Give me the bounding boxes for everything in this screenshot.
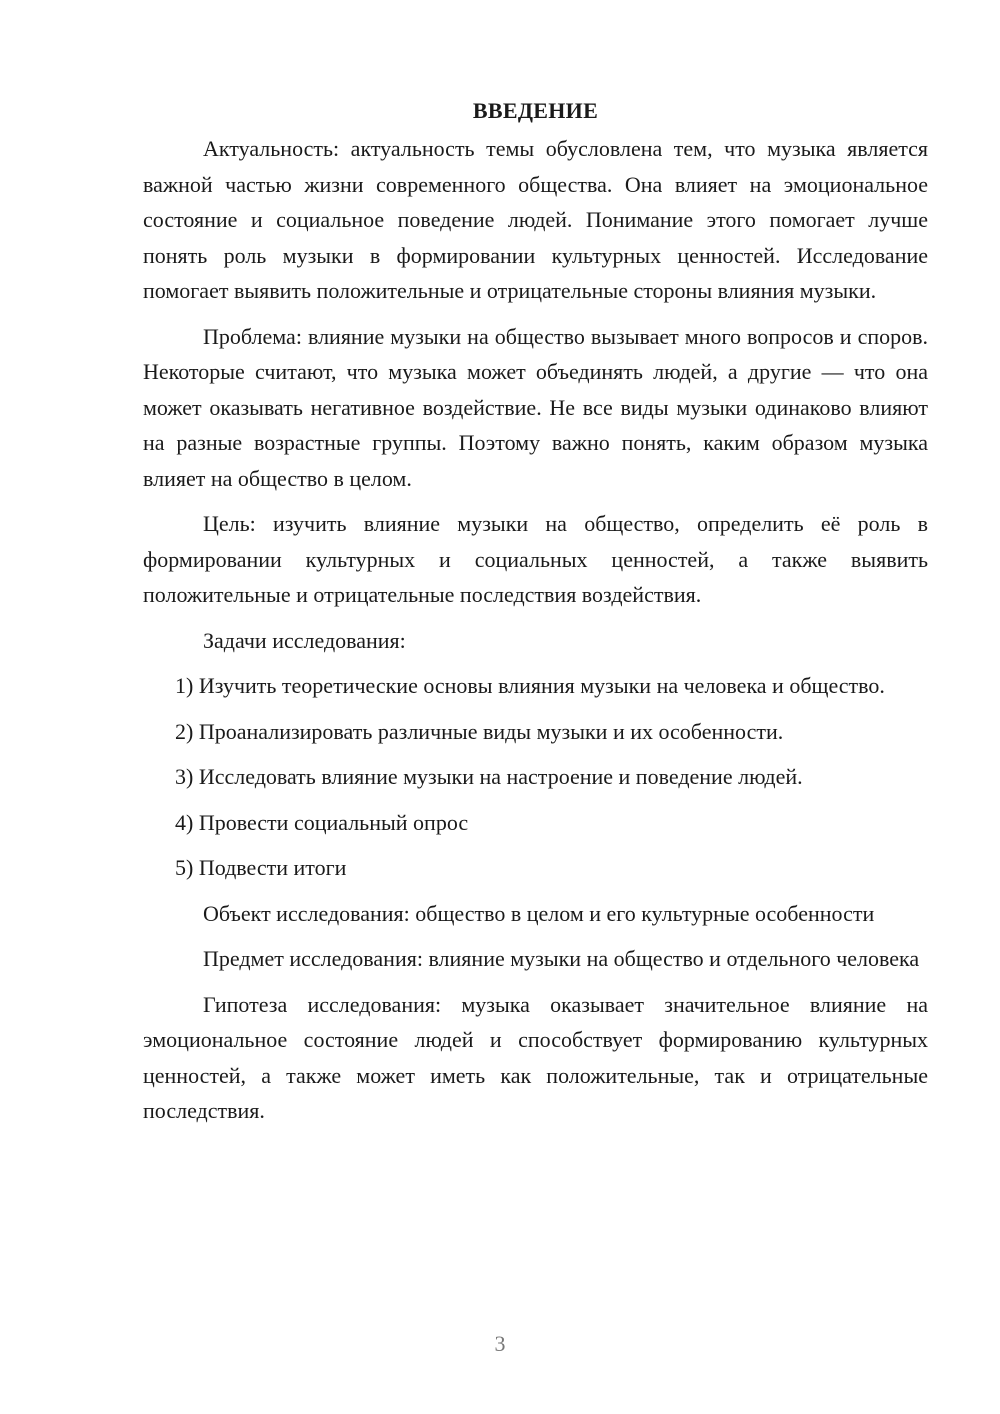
relevance-paragraph: Актуальность: актуальность темы обусловлена тем, что музыка является важной частью жизни современного общества. Она влияет на эмоциональное состояние и социальное поведение людей. Понимание этого помогает лучше понять роль музыки в формировании культурных ценностей. Исследование помогает выявить положительные и отрицательные стороны влияния музыки. xyxy=(143,136,928,303)
problem-paragraph: Проблема: влияние музыки на общество вызывает много вопросов и споров. Некоторые считают, что музыка может объединять людей, а другие — что она может оказывать негативное воздействие. Не все виды музыки одинаково влияют на разные возрастные группы. Поэтому важно понять, каким образом музыка влияет на общество в целом. xyxy=(143,323,928,491)
page-number: 3 xyxy=(494,1331,506,1356)
task-item-2: 2) Проанализировать различные виды музыки и их особенности. xyxy=(175,718,784,744)
section-title: ВВЕДЕНИЕ xyxy=(472,98,599,123)
subject-paragraph: Предмет исследования: влияние музыки на общество и отдельного человека xyxy=(203,946,920,971)
page-content xyxy=(143,96,928,1139)
hypothesis-paragraph: Гипотеза исследования: музыка оказывает значительное влияние на эмоциональное состояние людей и способствует формированию культурных ценностей, а также может иметь как положительные, так и отрицательные последствия. xyxy=(143,991,928,1123)
task-item-3: 3) Исследовать влияние музыки на настроение и поведение людей. xyxy=(175,764,803,789)
goal-paragraph: Цель: изучить влияние музыки на общество, определить её роль в формировании культурных и социальных ценностей, а также выявить положительные и отрицательные последствия воздействия. xyxy=(143,511,928,607)
task-item-5: 5) Подвести итоги xyxy=(175,855,347,880)
task-item-4: 4) Провести социальный опрос xyxy=(175,809,469,835)
object-paragraph: Объект исследования: общество в целом и его культурные особенности xyxy=(203,900,875,926)
tasks-heading: Задачи исследования: xyxy=(203,627,406,653)
task-item-1: 1) Изучить теоретические основы влияния музыки на человека и общество. xyxy=(175,673,885,698)
